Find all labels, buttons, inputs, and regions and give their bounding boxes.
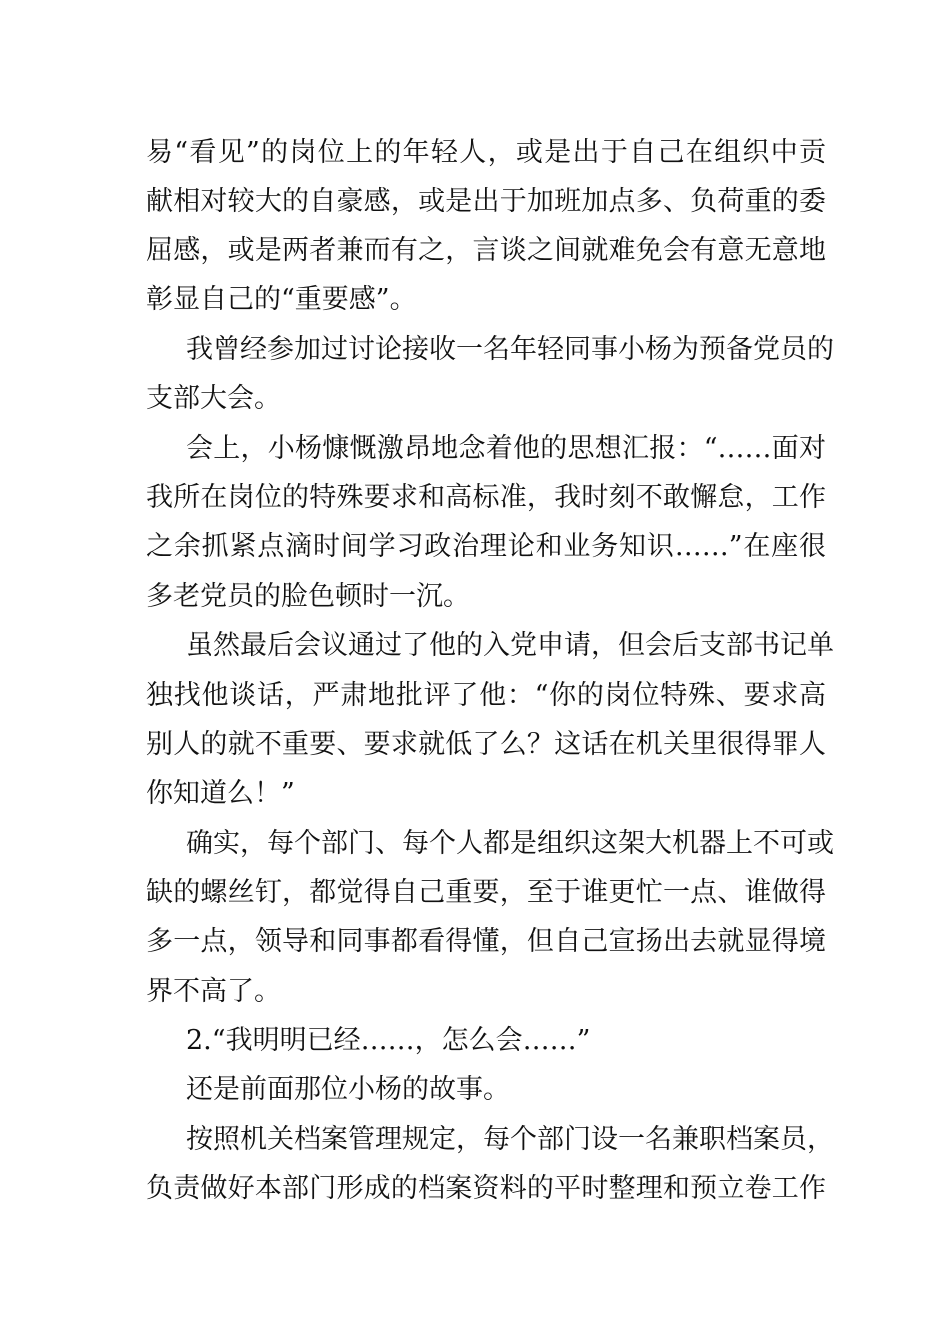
section-heading: 2.“我明明已经……，怎么会……” xyxy=(186,1025,591,1056)
paragraph-first-line: 会上，小杨慷慨激昂地念着他的思想汇报：“……面对 xyxy=(186,433,826,464)
text-line: 独找他谈话，严肃地批评了他：“你的岗位特殊、要求高 xyxy=(146,680,826,711)
text-line: 缺的螺丝钉，都觉得自己重要，至于谁更忙一点、谁做得 xyxy=(146,877,826,908)
text-line: 之余抓紧点滴时间学习政治理论和业务知识……”在座很 xyxy=(146,531,826,562)
paragraph-first-line: 按照机关档案管理规定，每个部门设一名兼职档案员， xyxy=(186,1124,834,1155)
paragraph-first-line: 还是前面那位小杨的故事。 xyxy=(186,1074,510,1105)
text-line: 我所在岗位的特殊要求和高标准，我时刻不敢懈怠，工作 xyxy=(146,482,826,513)
paragraph-first-line: 确实，每个部门、每个人都是组织这架大机器上不可或 xyxy=(186,828,834,859)
text-line: 界不高了。 xyxy=(146,976,281,1007)
text-line: 负责做好本部门形成的档案资料的平时整理和预立卷工作 xyxy=(146,1173,826,1204)
text-line: 多老党员的脸色顿时一沉。 xyxy=(146,581,470,612)
text-line: 彰显自己的“重要感”。 xyxy=(146,284,417,315)
text-line: 多一点，领导和同事都看得懂，但自己宣扬出去就显得境 xyxy=(146,926,826,957)
text-line: 你知道么！” xyxy=(146,778,295,809)
paragraph-first-line: 虽然最后会议通过了他的入党申请，但会后支部书记单 xyxy=(186,630,834,661)
paragraph-first-line: 我曾经参加过讨论接收一名年轻同事小杨为预备党员的 xyxy=(186,334,834,365)
text-line: 支部大会。 xyxy=(146,383,281,414)
text-line: 别人的就不重要、要求就低了么？这话在机关里很得罪人 xyxy=(146,729,826,760)
text-line: 献相对较大的自豪感，或是出于加班加点多、负荷重的委 xyxy=(146,186,826,217)
text-line: 屈感，或是两者兼而有之，言谈之间就难免会有意无意地 xyxy=(146,235,826,266)
text-line: 易“看见”的岗位上的年轻人，或是出于自己在组织中贡 xyxy=(146,137,826,168)
